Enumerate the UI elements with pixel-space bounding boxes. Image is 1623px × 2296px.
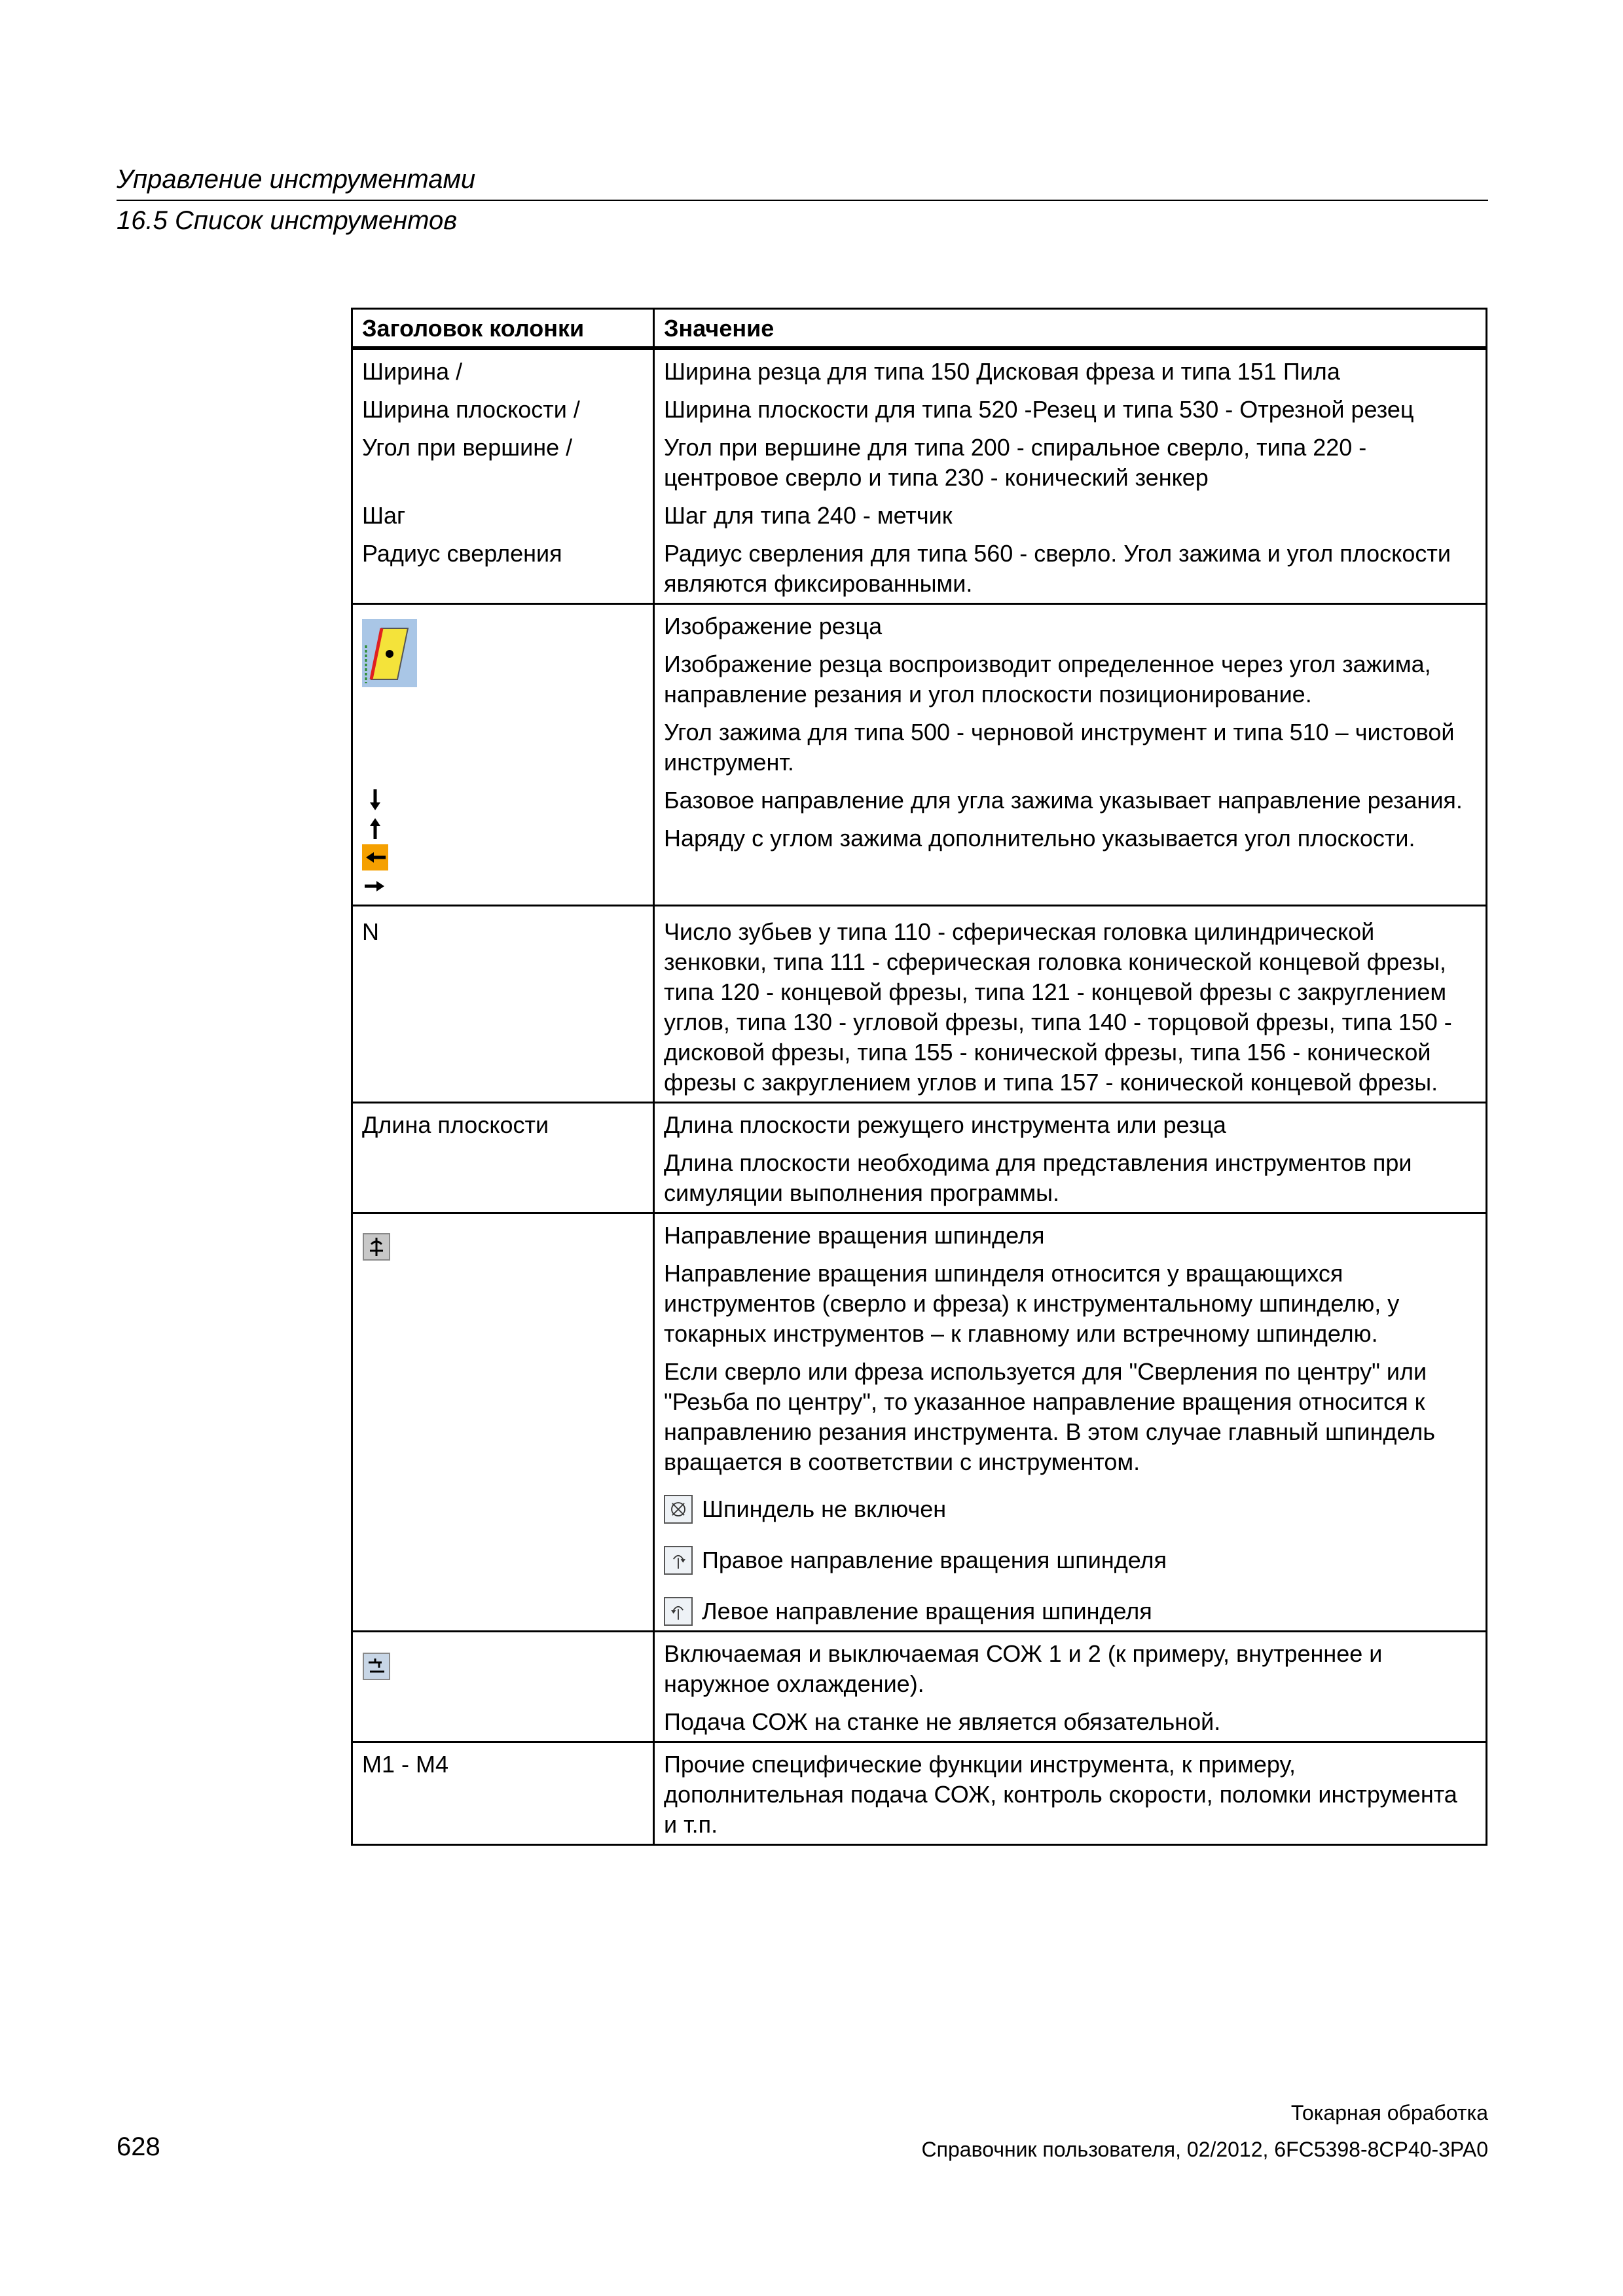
coolant-icon	[362, 1652, 391, 1681]
row-text: Шаг для типа 240 - метчик	[664, 502, 953, 529]
row-value-cell	[654, 1632, 1487, 1742]
spindle-option-label: Левое направление вращения шпинделя	[702, 1598, 1152, 1624]
row-text: Ширина резца для типа 150 Дисковая фреза и типа 151 Пила	[664, 358, 1340, 385]
table-row	[352, 906, 1487, 1103]
row-label: Длина плоскости	[362, 1111, 549, 1138]
table-row	[352, 1213, 1487, 1632]
table-row	[352, 1742, 1487, 1845]
row-label: N	[362, 918, 379, 945]
spindle-direction-icon	[362, 1232, 391, 1261]
arrow-down-icon	[362, 785, 388, 814]
spindle-ccw-icon	[664, 1597, 693, 1626]
row-text: Изображение резца	[664, 613, 883, 639]
spindle-option-label: Шпиндель не включен	[702, 1496, 947, 1522]
row-text: Число зубьев у типа 110 - сферическая головка цилиндрической зенковки, типа 111 - сферическая головка конической концевой фрезы, типа 120 - концевой фрезы, типа 121 - концевой фрезы с закруглением углов, типа 130 - угловой фрезы, типа 140 - торцовой фрезы, типа 150 - дисковой фрезы, типа 155 - конической фрезы, типа 156 - конической фрезы с закруглением углов и типа 157 - конической концевой фрезы.	[664, 918, 1452, 1096]
row-value-cell	[654, 906, 1487, 1103]
row-value-cell	[654, 1103, 1487, 1213]
header-rule	[117, 200, 1488, 201]
chapter-title: Управление инструментами	[117, 165, 476, 194]
row-value-cell	[654, 604, 1487, 906]
row-text: Прочие специфические функции инструмента, к примеру, дополнительная подача СОЖ, контроль скорости, поломки инструмента и т.п.	[664, 1751, 1457, 1838]
row-label-cell	[352, 1742, 654, 1845]
arrow-right-icon	[362, 872, 388, 901]
row-text: Если сверло или фреза используется для "Сверления по центру" или "Резьба по центру", то указанное направление вращения относится к направлению резания инструмента. В этом случае главный шпиндель вращается в соответствии с инструментом.	[664, 1358, 1436, 1475]
row-text: Изображение резца воспроизводит определенное через угол зажима, направление резания и угол плоскости позиционирование.	[664, 651, 1431, 708]
row-label-cell	[352, 1632, 654, 1742]
row-text: Ширина плоскости для типа 520 -Резец и типа 530 - Отрезной резец	[664, 396, 1414, 423]
table-header-row	[352, 309, 1487, 349]
row-text: Включаемая и выключаемая СОЖ 1 и 2 (к примеру, внутреннее и наружное охлаждение).	[664, 1640, 1383, 1697]
table-row	[352, 604, 1487, 906]
column-header-value: Значение	[654, 309, 1487, 349]
row-label: Радиус сверления	[362, 540, 562, 567]
row-text: Наряду с углом зажима дополнительно указывается угол плоскости.	[664, 825, 1415, 852]
spindle-off-icon	[664, 1495, 693, 1524]
section-title: 16.5 Список инструментов	[117, 206, 458, 235]
column-header-name: Заголовок колонки	[352, 309, 654, 349]
row-value-cell	[654, 348, 1487, 604]
row-value-cell	[654, 1742, 1487, 1845]
cutter-insert-icon	[362, 619, 417, 687]
spindle-option-label: Правое направление вращения шпинделя	[702, 1547, 1167, 1573]
row-label: Ширина плоскости /	[362, 396, 580, 423]
footer-book-title: Токарная обработка	[1290, 2101, 1488, 2125]
row-label-cell	[352, 906, 654, 1103]
row-text: Радиус сверления для типа 560 - сверло. Угол зажима и угол плоскости являются фиксированными.	[664, 540, 1451, 597]
arrow-up-icon	[362, 814, 388, 843]
row-label-cell	[352, 604, 654, 906]
footer-reference: Справочник пользователя, 02/2012, 6FC5398-8CP40-3PA0	[921, 2138, 1488, 2161]
table-row	[352, 1632, 1487, 1742]
row-label-cell	[352, 1213, 654, 1632]
tool-list-columns-table	[351, 308, 1487, 1846]
row-label-cell	[352, 348, 654, 604]
row-text: Длина плоскости необходима для представления инструментов при симуляции выполнения программы.	[664, 1149, 1412, 1206]
spindle-option-off	[664, 1494, 1476, 1524]
row-text: Угол при вершине для типа 200 - спиральное сверло, типа 220 - центровое сверло и типа 230 - конический зенкер	[664, 434, 1367, 491]
row-label: Ширина /	[362, 358, 463, 385]
direction-arrows	[362, 785, 388, 901]
row-label: Шаг	[362, 502, 406, 529]
row-text: Подача СОЖ на станке не является обязательной.	[664, 1708, 1221, 1735]
row-text: Длина плоскости режущего инструмента или резца	[664, 1111, 1226, 1138]
spindle-cw-icon	[664, 1546, 693, 1575]
page-number: 628	[117, 2132, 160, 2161]
spindle-option-cw	[664, 1545, 1476, 1575]
row-label: Угол при вершине /	[362, 434, 573, 461]
row-text: Угол зажима для типа 500 - черновой инструмент и типа 510 – чистовой инструмент.	[664, 719, 1455, 776]
row-label: M1 - M4	[362, 1751, 449, 1778]
row-value-cell	[654, 1213, 1487, 1632]
spindle-option-ccw	[664, 1596, 1476, 1626]
row-text: Направление вращения шпинделя	[664, 1222, 1045, 1249]
arrow-left-orange-icon	[362, 843, 388, 872]
row-text: Базовое направление для угла зажима указывает направление резания.	[664, 787, 1463, 814]
table-row	[352, 348, 1487, 604]
row-label-cell	[352, 1103, 654, 1213]
table-row	[352, 1103, 1487, 1213]
row-text: Направление вращения шпинделя относится у вращающихся инструментов (сверло и фреза) к инструментальному шпинделю, у токарных инструментов – к главному или встречному шпинделю.	[664, 1260, 1400, 1347]
